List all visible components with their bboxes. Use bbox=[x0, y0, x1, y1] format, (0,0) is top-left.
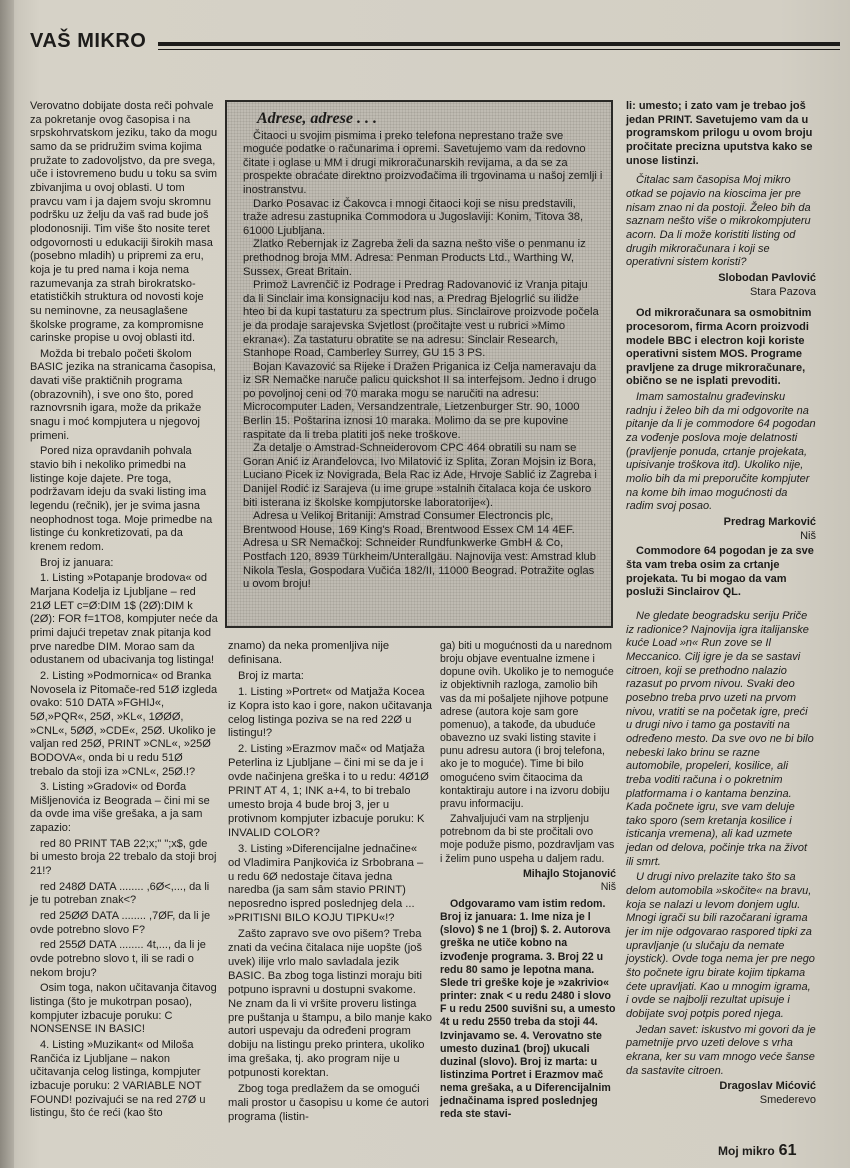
paragraph: 1. Listing »Potapanje brodova« od Marjana Kodelja iz Ljubljane – red 21Ø LET c=Ø:DIM 1$ (2Ø):DIM k (2Ø): FOR f=1TO8, kompjuter neće da primi dajući trepetav znak pitanja kod prve naredbe DIM. Morao sam da odustanem od ubacivanja tog listinga! bbox=[30, 572, 218, 667]
letter-column-4 bbox=[626, 100, 816, 1110]
section-title: VAŠ MIKRO bbox=[30, 30, 147, 52]
signature-place: Niš bbox=[800, 529, 816, 542]
paragraph: Osim toga, nakon učitavanja čitavog listinga (što je mukotrpan posao), kompjuter izbacuje poruku: C NONSENSE IN BASIC! bbox=[30, 982, 217, 1036]
paragraph: Zahvaljujući vam na strpljenju potrebnom da bi ste pročitali ovo moje poduže pismo, pozdravljam vas i želim puno uspeha u daljem radu. bbox=[440, 813, 615, 865]
letter-column-2 bbox=[228, 640, 432, 1127]
reader-letter: Jedan savet: iskustvo mi govori da je pametnije prvo uzeti delove s vrha ekrana, ker su vam mnogo veće šanse da sastavite citroen. bbox=[626, 1023, 816, 1077]
paragraph: red 80 PRINT TAB 22;x;" ";x$, gde bi umesto broja 22 trebalo da stoji broj 21!? bbox=[30, 837, 217, 878]
magazine-name: Moj mikro bbox=[718, 1144, 775, 1158]
editor-reply: Commodore 64 pogodan je za sve šta vam treba osim za crtanje projekata. Tu bi mogao da vam posluži Sinclairov QL. bbox=[626, 545, 814, 599]
paragraph: znamo) da neka promenljiva nije definisana. bbox=[228, 640, 390, 666]
paragraph: ga) biti u mogućnosti da u narednom broju objave eventualne izmene i dopune ovih. Ukoliko je to nemoguće iz objektivnih razloga, zamolio bih vas da mi pošaljete njihove potpune adrese (autora koje sam gore pomenuo), a takođe, da ubuduće obavezno uz svaki listing stavite i punu adresu autora (i broj telefona, ako je to moguće). Time bi bilo omogućeno svim čitaocima da kontaktiraju autore i na izvoru dobiju pravu informaciju. bbox=[440, 640, 614, 810]
paragraph: 1. Listing »Portret« od Matjaža Kocea iz Kopra isto kao i gore, nakon učitavanja celog listinga poziva se na red 22Ø u listingu!? bbox=[228, 685, 432, 740]
paragraph: red 25ØØ DATA ........ ,7ØF, da li je ovde potrebno slovo F? bbox=[30, 910, 211, 936]
signature-place: Smederevo bbox=[759, 1093, 816, 1106]
header-rule bbox=[158, 42, 840, 46]
reader-letter: Ne gledate beogradsku seriju Priče iz radionice? Najnovija igra italijanske kuće Load »n« Run zove se Il Meccanico. Cilj igre je da se sastavi citroen, koji se prethodno nalazio razasut po prvom nivou. Svaki deo posebno treba prvo uzeti na prvom nivou, vratiti se na početak igre, preći u drugi nivo i tamo ga postaviti na određeno mesto. Da sve ovo ne bi bilo nebeski lako brinu se razne automobile, propeleri, kosilice, ali treba voditi računa i o pokretnim platformama i o kantama benzina. Kada počnete igru, sve vam deluje tako sporo (sem kretanja kosilice i isticanja vremena), ali kad uzmete jedan od delova, počinje trka na život ili smrt. bbox=[626, 609, 814, 868]
box-paragraph: Darko Posavac iz Čakovca i mnogi čitaoci koji se nisu predstavili, traže adresu zastupnika Commodora u Jugoslaviji: Konim, Titova 38, 61000 Ljubljana. bbox=[243, 197, 584, 237]
signature-place: Stara Pazova bbox=[749, 285, 816, 298]
box-paragraph: Čitaoci u svojim pismima i preko telefona neprestano traže sve moguće podatke o računarima i opremi. Savetujemo vam da redovno čitate i oglase u MM i drugi mikroračunarskih revijama, a da se za prospekte obraćate direktno proizvođačima ili trgovinama u našoj zemlji i inostranstvu. bbox=[243, 129, 603, 196]
paragraph: 2. Listing »Erazmov mač« od Matjaža Peterlina iz Ljubljane – čini mi se da je i ovde načinjena greška i to u redu: 4Ø1Ø PRINT AT 4, 1; INK a+4, to bi trebalo umesto broja 4 bude broj 3, jer u protivnom kompjuter izbacuje poruku: K INVALID COLOR? bbox=[228, 743, 429, 839]
box-paragraph: Zlatko Rebernjak iz Zagreba želi da sazna nešto više o penmanu iz prethodnog broja MM. Adresa: Penman Products Ltd., Warthing W, Sussex, Great Britain. bbox=[243, 238, 586, 278]
paragraph: Zašto zapravo sve ovo pišem? Treba znati da većina čitalaca nije uopšte (još uvek) ilije vrlo malo savladala jezik BASIC. Ba zbog toga listinzi moraju biti potpuno ispravni u dostupni svakome. Ne znam da li vi vršite proveru listinga pre puštanja u štampu, a bilo manje kako autori uspevaju da određeni program dobiju na listingu preko printera, ukoliko ima grešaka, tj. ako program nije u potpunosti korektan. bbox=[228, 928, 432, 1080]
paragraph: 4. Listing »Muzikant« od Miloša Rančića iz Ljubljane – nakon učitavanja celog listinga, kompjuter izbacuje poruku: 2 VARIABLE NOT FOUND! pozivajući se na red 27Ø u listingu, što će reći (kao što bbox=[30, 1038, 206, 1120]
box-title: Adrese, adrese . . . bbox=[257, 110, 377, 127]
reader-letter: Imam samostalnu građevinsku radnju i želeo bih da mi odgovorite na pitanje da li je commodore 64 pogodan za vođenje poslova moje delatnosti (pravljenje ponuda, crtanje projekata, upisivanje troškova itd). Ukoliko nije, molio bih da mi preporučite kompjuter na kome bih imao mogućnosti da radim svoj posao. bbox=[626, 391, 816, 513]
page-number: 61 bbox=[778, 1142, 797, 1159]
paragraph: Broj iz januara: bbox=[40, 556, 114, 569]
box-paragraph: Primož Lavrenčič iz Podrage i Predrag Radovanović iz Vranja pitaju da li Sinclair ima konsignaciju kod nas, a Predrag Bjelogrlić su ilidže hteo bi da kupi tastaturu za spectrum plus. Sinclairove proizvode počela je da prodaje sarajevska Svjetlost (pročitajte vest u rubrici »Mimo ekrana«). Za tastaturu obratite se na adresu: Sinclair Research, Stanhope Road, Camberley Surrey, GU 15 3 PS. bbox=[243, 279, 599, 360]
page-spine-shadow bbox=[0, 0, 14, 1168]
reader-letter: U drugi nivo prelazite tako što sa delom automobila »skočite« na bravu, koja se nalazi u levom donjem uglu. Mnogi igrači su bili razočarani igrama jer im nije odgovarao raspored tipki za upravljanje (u slučaju da nemate joystick). Ovde toga nema jer pre nego što počnete igru birate kojim tipkama ćete upravljati. Kao u mnogim igrama, i ovde se najbolji rezultat upisuje i dobijate svoj potpis pored njega. bbox=[626, 871, 815, 1020]
editor-reply: li: umesto; i zato vam je trebao još jedan PRINT. Savetujemo vam da u programskom prilogu u ovom broju pročitate precizna uputstva kako se unose listinzi. bbox=[626, 100, 813, 167]
letter-column-1 bbox=[30, 100, 218, 1123]
paragraph: Možda bi trebalo početi školom BASIC jezika na stranicama časopisa, davati više praktičnih programa (obrazovnih), i sve ono što, pored raznovrsnih igara, može da prikaže snagu i moć kompjutera u njegovoj primeni. bbox=[30, 347, 216, 442]
letter-column-3 bbox=[440, 640, 616, 1124]
addresses-box bbox=[225, 100, 613, 628]
paragraph: 2. Listing »Podmornica« od Branka Novosela iz Pitomače-red 51Ø izgleda ovako: 510 DATA »FGHIJ«, 5Ø,»PQR«, 25Ø, »KL«, 1ØØØ, »CNL«, 5ØØ, »CDE«, 25Ø. Ukoliko je valjan red 25Ø, PRINT »CNL«, »25Ø BODOVA«, onda bi u redu 51Ø trebalo da stoji iza »CNL«, 25Ø.!? bbox=[30, 669, 218, 778]
page-footer bbox=[718, 1142, 796, 1160]
section-header bbox=[30, 30, 840, 52]
box-paragraph: Adresa u Velikoj Britaniji: Amstrad Consumer Electroncis plc, Brentwood House, 169 King's Road, Brentwood Essex CM 14 4EF. Adresa u SR Nemačkoj: Schneider Rundfunkwerke GmbH & Co, Postfach 120, 8939 Türkheim/Unterallgäu. Najnovija vest: Amstrad klub Nikola Tesla, Gospodara Vučića 182/II, 11000 Beograd. Potražite oglas u ovom broju! bbox=[243, 510, 597, 591]
paragraph: 3. Listing »Diferencijalne jednačine« od Vladimira Panjkovića iz Srbobrana – u redu 6Ø nedostaje čitava jedna naredba (ja sam sâm stavio PRINT) neposredno ispred poslednjeg dela ... »PRITISNI BILO KOJU TIPKU«!? bbox=[228, 842, 424, 925]
header-rule-thin bbox=[158, 49, 840, 50]
reader-letter: Čitalac sam časopisa Moj mikro otkad se pojavio na kioscima jer pre nisam znao ni da postoji. Želeo bih da saznam nešto više o mikrokompjuteru acorn. Da li može koristiti listing od drugih mikroračunara i koji se operativni sistem koristi? bbox=[626, 174, 811, 269]
paragraph: Broj iz marta: bbox=[238, 669, 304, 682]
paragraph: Zbog toga predlažem da se omogući mali prostor u časopisu u kome će autori programa (listin- bbox=[228, 1083, 429, 1123]
editor-reply: Odgovaramo vam istim redom. Broj iz januara: 1. Ime niza je l (slovo) $ ne 1 (broj) $. 2. Autorova greška ne utiče kobno na izvođenje programa. 3. Broj 22 u redu 80 samo je lepotna mana. Slede tri greške koje je »zakrivio« printer: znak < u redu 2480 i slovo F u redu 2500 suvišni su, a umesto 4t u redu 2550 treba da stoji 44. Izvinjavamo se. 4. Verovatno ste umesto duzina1 (broj) ukucali duzinal (slovo). Broj iz marta: u listinzima Portret i Erazmov mač nema grešaka, a u Diferencijalnim jednačinama ispred poslednjeg reda ste stavi- bbox=[440, 897, 616, 1121]
signature-name: Predrag Marković bbox=[723, 516, 816, 529]
editor-reply: Od mikroračunara sa osmobitnim procesorom, firma Acorn proizvodi modele BBC i electron koji koriste operativni sistem MOS. Programe pravljene za druge mikroračunare, obično se ne isplati prevoditi. bbox=[626, 307, 812, 388]
box-paragraph: Bojan Kavazović sa Rijeke i Dražen Priganica iz Celja nameravaju da iz SR Nemačke naruče palicu quickshot II sa interfejsom. Jedno i drugo po povoljnoj ceni od 70 maraka mogu se naručiti na adresu: Microcomputer Laden, Versandzentrale, Lietzenburger Str. 90, 1000 Berlin 15. Poštarina iznosi 10 maraka. Molimo da se pre kupovine raspitate da li treba platiti još neke troškove. bbox=[243, 360, 597, 441]
paragraph: 3. Listing »Gradovi« od Đorđa Mišljenovića iz Beograda – čini mi se da ovde ima više grešaka, a ja sam zapazio: bbox=[30, 781, 210, 835]
paragraph: red 248Ø DATA ........ ,6Ø<,..., da li je tu potreban znak<? bbox=[30, 880, 210, 907]
paragraph: Verovatno dobijate dosta reči pohvale za pokretanje ovog časopisa i na srpskohrvatskom jeziku, tako da mogu samo da se pridružim svima kojima pružate to zadovoljstvo, da pre svega, uče i istovremeno budu u toku sa svim zbivanjima u ovoj oblasti. U tom pravcu vam i ja dajem svoju skromnu podršku uz želju da vaš rad bude još plodonosniji. Tim više što nosite teret odgovornosti u edukaciji širokih masa (posebno mladih) u pripremi za eru, koja je tu pred nama i koja nema razumevanja za strah birokratsko-etatističkih struktura od novosti koje su neminovne, za neusaglašene školske programe, za kompromisne carinske propise u ovoj oblasti itd. bbox=[30, 100, 218, 345]
paragraph: Pored niza opravdanih pohvala stavio bih i nekoliko primedbi na listinge koje dajete. Pre toga, podržavam ideju da svaki listing ima legendu (rečnik), jer je svima jasna neophodnost toga. Moje primedbe na listinge ću konkretizovati, pa da krenem redom. bbox=[30, 445, 213, 553]
signature-name: Dragoslav Mićović bbox=[719, 1080, 816, 1093]
signature-name: Slobodan Pavlović bbox=[718, 271, 816, 284]
paragraph: red 255Ø DATA ........ 4t,..., da li je ovde potrebno slovo t, ili se radi o nekom broju? bbox=[30, 939, 206, 979]
signature-place: Niš bbox=[600, 880, 616, 893]
box-paragraph: Za detalje o Amstrad-Schneiderovom CPC 464 obratili su nam se Goran Anić iz Aranđelovca, Ivo Milatović iz Splita, Zoran Mojsin iz Bora, Luciano Picek iz Novigrada, Bela Rac iz Ade, Hrvoje Sablić iz Zagreba i Danijel Rodić iz Sarajeva (u ime grupe »stalnih čitalaca koja će uskoro biti isterana iz školske kompjutorske laboratorije«). bbox=[243, 442, 597, 509]
signature-name: Mihajlo Stojanović bbox=[522, 867, 616, 880]
